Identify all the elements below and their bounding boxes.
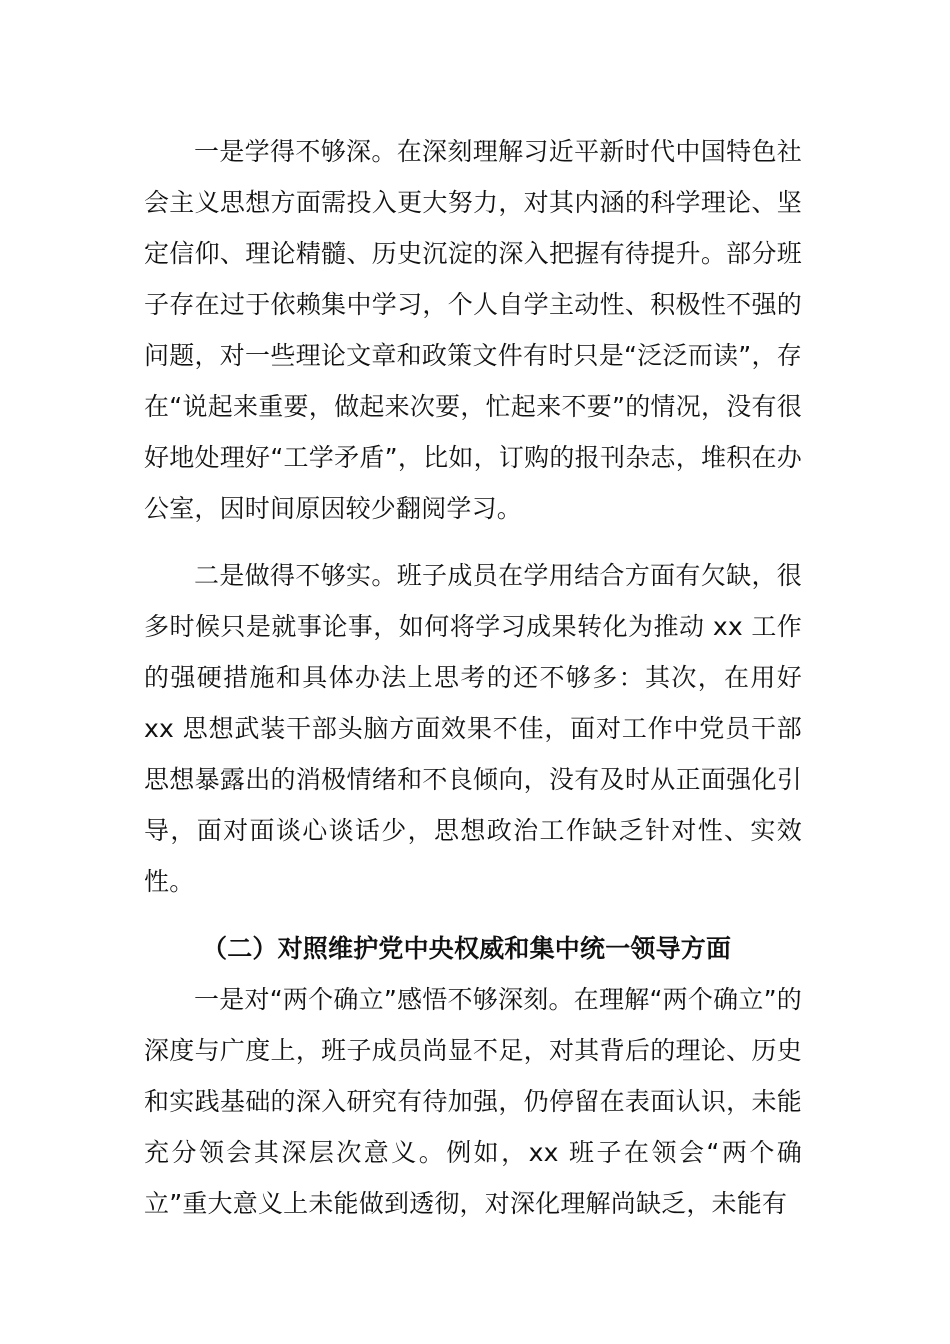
paragraph-practice: 二是做得不够实。班子成员在学用结合方面有欠缺，很多时候只是就事论事，如何将学习成果转化为推动 xx 工作的强硬措施和具体办法上思考的还不够多：其次，在用好 xx 思想武装干部头脑方面效果不佳，面对工作中党员干部思想暴露出的消极情绪和不良倾向，没有及时从正面强化引导，面对面谈心谈话少，思想政治工作缺乏针对性、实效性。 bbox=[144, 561, 802, 896]
paragraph-two-establishments: 一是对“两个确立”感悟不够深刻。在理解“两个确立”的深度与广度上，班子成员尚显不足，对其背后的理论、历史和实践基础的深入研究有待加强，仍停留在表面认识，未能充分领会其深层次意义。例如，xx 班子在领会“两个确立”重大意义上未能做到透彻，对深化理解尚缺乏，未能有 bbox=[144, 985, 802, 1218]
document-body bbox=[144, 126, 802, 1229]
paragraph-learning-depth: 一是学得不够深。在深刻理解习近平新时代中国特色社会主义思想方面需投入更大努力，对其内涵的科学理论、坚定信仰、理论精髓、历史沉淀的深入把握有待提升。部分班子存在过于依赖集中学习，个人自学主动性、积极性不强的问题，对一些理论文章和政策文件有时只是“泛泛而读”，存在“说起来重要，做起来次要，忙起来不要”的情况，没有很好地处理好“工学矛盾”，比如，订购的报刊杂志，堆积在办公室，因时间原因较少翻阅学习。 bbox=[144, 137, 802, 523]
section-heading: （二）对照维护党中央权威和集中统一领导方面 bbox=[202, 934, 732, 963]
paragraph-gap bbox=[144, 534, 802, 550]
paragraph-gap bbox=[144, 907, 802, 923]
